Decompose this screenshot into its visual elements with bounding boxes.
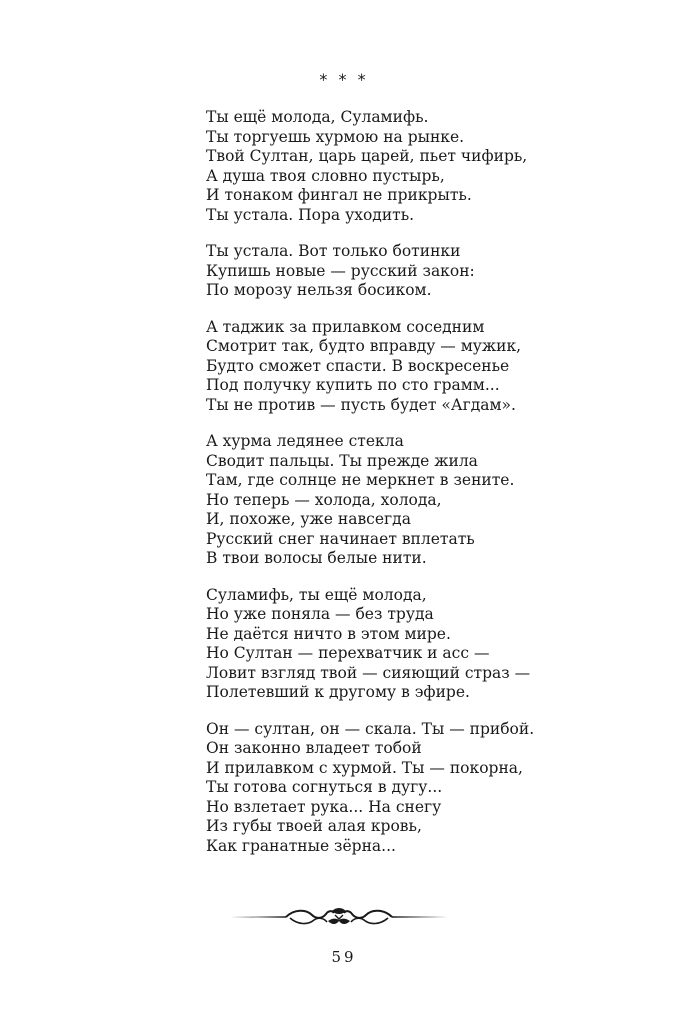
poem-line: Но уже поняла — без труда (206, 605, 434, 623)
poem-line: Он — султан, он — скала. Ты — прибой. (206, 719, 535, 738)
stanza-1 (206, 108, 646, 225)
poem-line: А хурма ледянее стекла (206, 432, 404, 450)
poem-line: Ловит взгляд твой — сияющий страз — (206, 663, 531, 682)
poem-line: Суламифь, ты ещё молода, (206, 585, 427, 604)
poem-line: Под получку купить по сто грамм... (206, 376, 500, 394)
poem-line: Не даётся ничто в этом мире. (206, 624, 451, 643)
poem-line: Полетевший к другому в эфире. (206, 683, 470, 701)
poem-line: Русский снег начинает вплетать (206, 529, 475, 548)
asterism-separator: * * * (319, 70, 369, 89)
poem-line: Но теперь — холода, холода, (206, 490, 442, 509)
poem-line: Как гранатные зёрна... (206, 836, 396, 855)
poem-line: Твой Султан, царь царей, пьет чифирь, (206, 147, 528, 165)
flourish-divider-icon (228, 905, 450, 929)
poem-line: Ты торгуешь хурмою на рынке. (206, 127, 465, 146)
poem-line: Ты ещё молода, Суламифь. (206, 108, 429, 126)
poem-line: И, похоже, уже навсегда (206, 510, 411, 528)
poem-line: Из губы твоей алая кровь, (206, 817, 422, 835)
stanza-3 (206, 318, 646, 416)
poem-line: Но Султан — перехватчик и асс — (206, 644, 490, 662)
poem-line: И тонаком фингал не прикрыть. (206, 186, 472, 204)
poem-body (206, 108, 646, 873)
stanza-6 (206, 720, 646, 857)
poem-line: Купишь новые — русский закон: (206, 261, 475, 280)
stanza-5 (206, 586, 646, 703)
poem-line: В твои волосы белые нити. (206, 549, 427, 567)
poem-line: Ты готова согнуться в дугу... (206, 778, 443, 796)
stanza-4 (206, 432, 646, 569)
poem-line: Смотрит так, будто вправду — мужик, (206, 337, 522, 355)
poem-line: Ты устала. Пора уходить. (206, 205, 415, 224)
poem-line: Будто сможет спасти. В воскресенье (206, 356, 510, 375)
page-number: 59 (331, 948, 357, 966)
poem-line: Ты не против — пусть будет «Агдам». (206, 395, 516, 414)
stanza-2 (206, 242, 646, 301)
poem-line: А душа твоя словно пустырь, (206, 166, 445, 185)
poem-line: Там, где солнце не меркнет в зените. (206, 471, 515, 489)
poem-line: И прилавком с хурмой. Ты — покорна, (206, 758, 523, 777)
poem-line: Он законно владеет тобой (206, 739, 422, 757)
poem-line: Сводит пальцы. Ты прежде жила (206, 451, 478, 470)
poem-line: Ты устала. Вот только ботинки (206, 242, 461, 260)
poem-line: По морозу нельзя босиком. (206, 281, 432, 299)
poem-line: А таджик за прилавком соседним (206, 317, 485, 336)
poem-line: Но взлетает рука... На снегу (206, 797, 442, 816)
